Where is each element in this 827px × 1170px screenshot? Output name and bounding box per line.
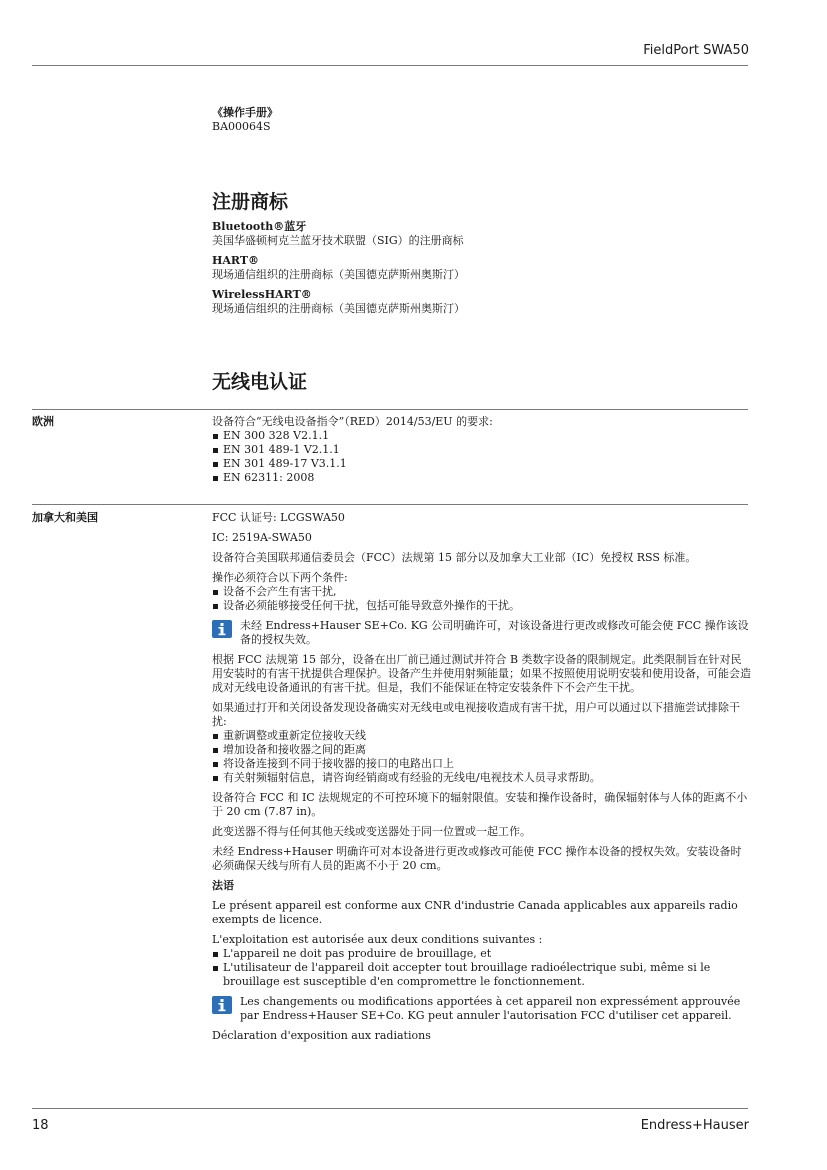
radio-heading: 无线电认证	[212, 371, 308, 393]
conditions-list	[212, 585, 752, 613]
french-conditions-intro: L'exploitation est autorisée aux deux conditions suivantes :	[212, 933, 543, 946]
list-item: 增加设备和接收器之间的距离	[212, 743, 752, 757]
europe-standards-list	[212, 429, 752, 485]
manual-title: 《操作手册》	[212, 106, 278, 119]
list-item: EN 301 489-17 V3.1.1	[212, 457, 752, 471]
na-rule	[32, 504, 748, 505]
measures-intro: 如果通过打开和关闭设备发现设备确实对无线电或电视接收造成有害干扰，用户可以通过以下措施尝试排除干扰:	[212, 701, 740, 728]
trademarks-heading: 注册商标	[212, 191, 289, 213]
list-item: 将设备连接到不同于接收器的接口的电路出口上	[212, 757, 752, 771]
trademark-item	[212, 254, 752, 282]
trademark-name: Bluetooth®蓝牙	[212, 220, 307, 233]
conditions-intro: 操作必须符合以下两个条件:	[212, 571, 348, 584]
trademark-item	[212, 220, 752, 248]
list-item: EN 300 328 V2.1.1	[212, 429, 752, 443]
trademarks-section	[212, 190, 752, 316]
class-b-paragraph: 根据 FCC 法规第 15 部分，设备在出厂前已通过测试并符合 B 类数字设备的限制规定。此类限制旨在针对民用安装时的有害干扰提供合理保护。设备产生并使用射频能量；如果不按照使用说明安装和使用设备，可能会造成对无线电设备通讯的有害干扰。但是，我们不能保证在特定安装条件下不会产生干扰。	[212, 653, 751, 694]
info-icon	[212, 996, 232, 1014]
list-item: 有关射频辐射信息，请咨询经销商或有经验的无线电/电视技术人员寻求帮助。	[212, 771, 752, 785]
europe-rule	[32, 409, 748, 410]
manual-code: BA00064S	[212, 120, 271, 133]
french-heading: 法语	[212, 879, 234, 892]
trademark-desc: 美国华盛顿柯克兰蓝牙技术联盟（SIG）的注册商标	[212, 234, 464, 247]
na-label: 加拿大和美国	[32, 511, 98, 524]
na-content	[212, 511, 752, 1043]
fcc-comply: 设备符合美国联邦通信委员会（FCC）法规第 15 部分以及加拿大工业部（IC）免授权 RSS 标准。	[212, 551, 697, 564]
europe-intro: 设备符合“无线电设备指令”（RED）2014/53/EU 的要求:	[212, 415, 493, 428]
fcc-id: FCC 认证号: LCGSWA50	[212, 511, 345, 524]
footer-rule	[32, 1108, 748, 1109]
info-icon	[212, 620, 232, 638]
note-text: 未经 Endress+Hauser SE+Co. KG 公司明确许可，对该设备进行更改或修改可能会使 FCC 操作该设备的授权失效。	[240, 619, 749, 646]
header-product: FieldPort SWA50	[643, 43, 749, 58]
ic-id: IC: 2519A-SWA50	[212, 531, 312, 544]
radio-section	[212, 370, 752, 394]
info-note	[212, 619, 752, 647]
trademark-name: WirelessHART®	[212, 288, 312, 301]
colocation-paragraph: 此变送器不得与任何其他天线或变送器处于同一位置或一起工作。	[212, 825, 531, 838]
header-rule	[32, 65, 748, 66]
french-conditions-list	[212, 947, 752, 989]
unauthorized-paragraph: 未经 Endress+Hauser 明确许可对本设备进行更改或修改可能使 FCC 操作本设备的授权失效。安装设备时必须确保天线与所有人员的距离不小于 20 cm。	[212, 845, 742, 872]
footer-brand: Endress+Hauser	[640, 1118, 749, 1133]
manual-reference	[212, 106, 752, 134]
page-number: 18	[32, 1118, 49, 1133]
trademark-desc: 现场通信组织的注册商标（美国德克萨斯州奥斯汀）	[212, 268, 465, 281]
list-item: 重新调整或重新定位接收天线	[212, 729, 752, 743]
info-note	[212, 995, 752, 1023]
list-item: 设备必须能够接受任何干扰，包括可能导致意外操作的干扰。	[212, 599, 752, 613]
french-declaration: Déclaration d'exposition aux radiations	[212, 1029, 431, 1042]
list-item: 设备不会产生有害干扰,	[212, 585, 752, 599]
note-text: Les changements ou modifications apportées à cet appareil non expressément approuvée par Endress+Hauser SE+Co. KG peut annuler l'autorisation FCC d'utiliser cet appareil.	[240, 995, 741, 1022]
list-item: L'appareil ne doit pas produire de brouillage, et	[212, 947, 752, 961]
list-item: EN 62311: 2008	[212, 471, 752, 485]
french-paragraph: Le présent appareil est conforme aux CNR d'industrie Canada applicables aux appareils radio exempts de licence.	[212, 899, 738, 926]
list-item: EN 301 489-1 V2.1.1	[212, 443, 752, 457]
list-item: L'utilisateur de l'appareil doit accepter tout brouillage radioélectrique subi, même si le brouillage est susceptible d'en compromettre le fonctionnement.	[212, 961, 752, 989]
exposure-paragraph: 设备符合 FCC 和 IC 法规规定的不可控环境下的辐射限值。安装和操作设备时，确保辐射体与人体的距离不小于 20 cm (7.87 in)。	[212, 791, 748, 818]
europe-label: 欧洲	[32, 415, 54, 428]
trademark-desc: 现场通信组织的注册商标（美国德克萨斯州奥斯汀）	[212, 302, 465, 315]
europe-content	[212, 415, 752, 485]
trademark-item	[212, 288, 752, 316]
trademark-name: HART®	[212, 254, 260, 267]
measures-list	[212, 729, 752, 785]
